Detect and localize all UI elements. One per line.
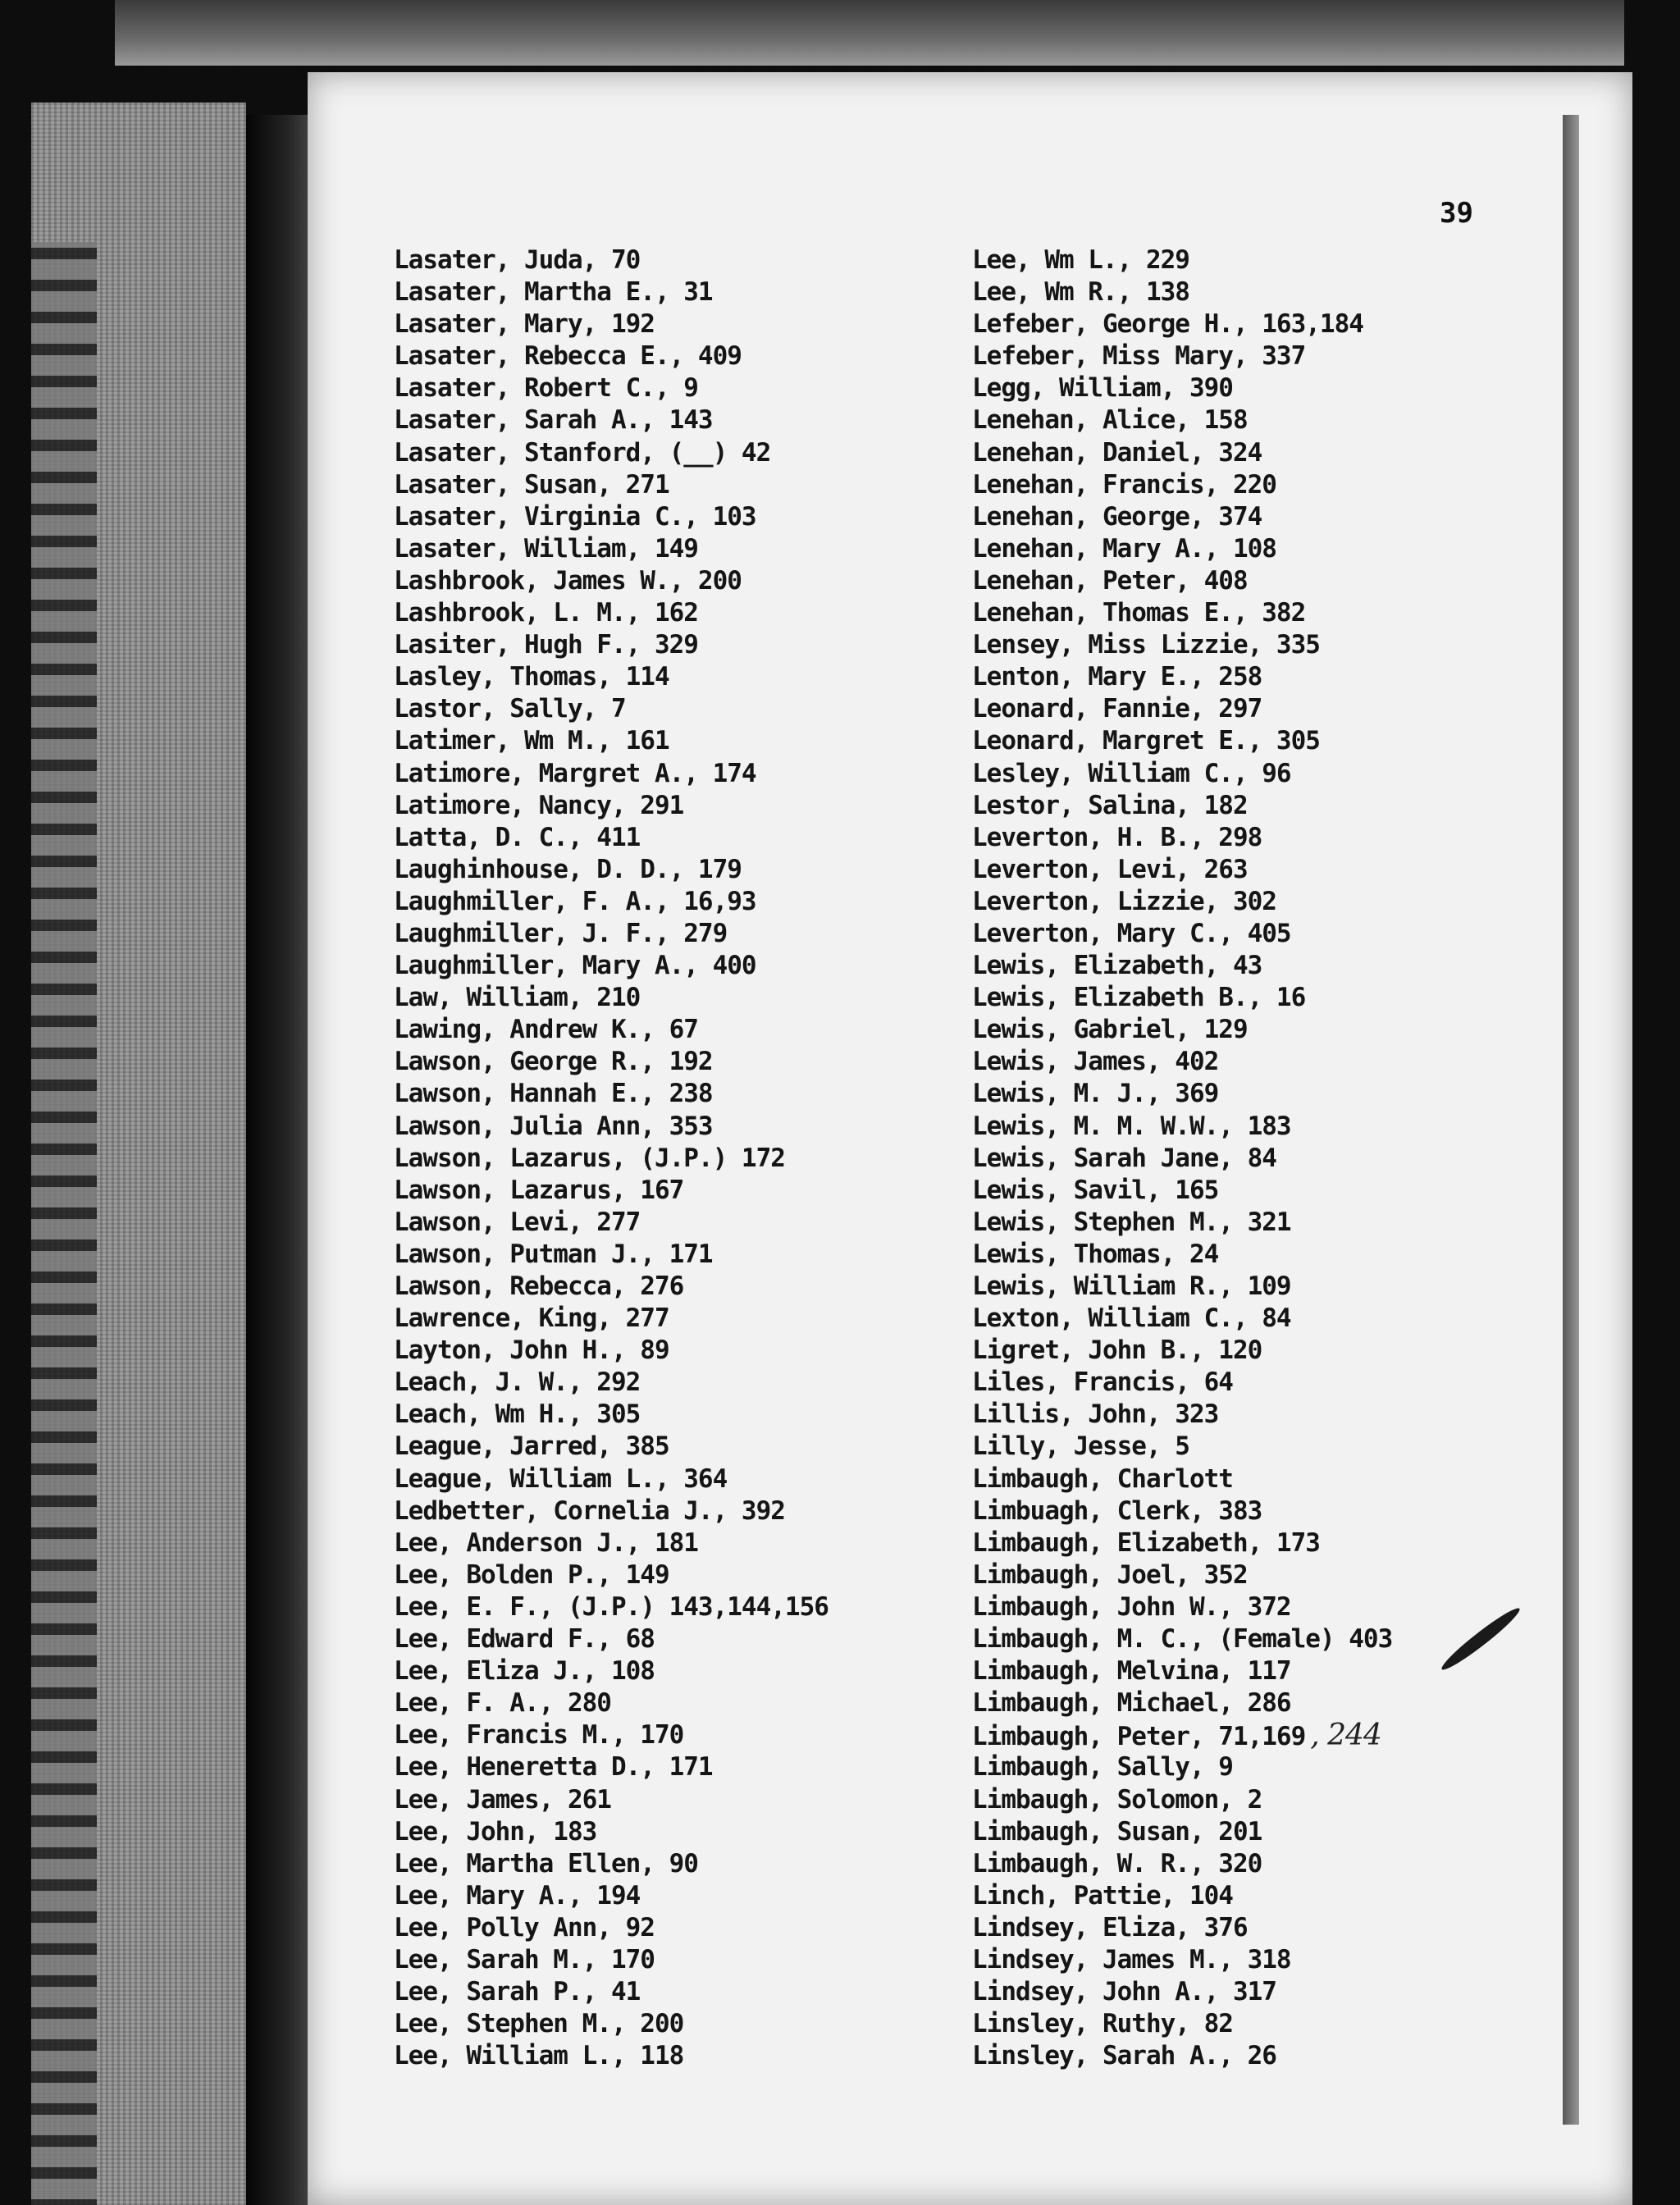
index-entry-text: Lee, John, 183 bbox=[394, 1816, 597, 1847]
index-entry bbox=[394, 918, 829, 950]
index-entry-text: Lefeber, Miss Mary, 337 bbox=[972, 341, 1306, 372]
index-entry bbox=[394, 565, 829, 597]
index-entry bbox=[394, 1944, 829, 1976]
index-entry bbox=[394, 1303, 829, 1335]
index-entry-text: Legg, William, 390 bbox=[972, 373, 1233, 404]
index-entry bbox=[394, 725, 829, 757]
index-entry-text: Lasater, Martha E., 31 bbox=[394, 277, 713, 308]
index-entry-text: Lasater, Susan, 271 bbox=[394, 469, 669, 500]
index-entry-text: Lawson, Lazarus, 167 bbox=[394, 1175, 684, 1205]
index-entry bbox=[394, 1976, 829, 2008]
index-entry bbox=[972, 886, 1392, 918]
index-entry bbox=[972, 2040, 1392, 2072]
index-entry-text: Lewis, William R., 109 bbox=[972, 1271, 1291, 1301]
index-entry bbox=[394, 1431, 829, 1463]
index-entry-text: Ligret, John B., 120 bbox=[972, 1335, 1262, 1366]
index-entry bbox=[394, 661, 829, 693]
index-entry-text: Lawson, Rebecca, 276 bbox=[394, 1271, 684, 1301]
index-entry-text: Lawson, Hannah E., 238 bbox=[394, 1079, 713, 1109]
index-entry bbox=[972, 1880, 1392, 1912]
index-entry-text: Limbaugh, Charlott bbox=[972, 1463, 1233, 1494]
page-edge bbox=[1563, 115, 1579, 2125]
index-entry bbox=[394, 501, 829, 533]
index-entry bbox=[394, 1046, 829, 1078]
index-entry bbox=[972, 1143, 1392, 1175]
index-entry bbox=[972, 533, 1392, 565]
facing-page-edge bbox=[31, 103, 246, 2205]
index-entry bbox=[394, 1751, 829, 1783]
index-entry bbox=[394, 469, 829, 501]
index-entry bbox=[972, 404, 1392, 436]
index-entry-text: Liles, Francis, 64 bbox=[972, 1367, 1233, 1398]
index-entry bbox=[394, 758, 829, 790]
index-entry bbox=[972, 982, 1392, 1014]
index-entry bbox=[394, 404, 829, 436]
index-entry-text: Leonard, Margret E., 305 bbox=[972, 726, 1320, 756]
index-entry-text: Lashbrook, L. M., 162 bbox=[394, 598, 698, 628]
index-entry bbox=[394, 1078, 829, 1110]
handwritten-annotation: , 244 bbox=[1310, 1719, 1381, 1753]
index-entry-text: Lee, Heneretta D., 171 bbox=[394, 1752, 713, 1783]
index-entry bbox=[972, 1335, 1392, 1367]
index-entry-text: Limbaugh, Michael, 286 bbox=[972, 1688, 1291, 1719]
index-entry-text: Leach, Wm H., 305 bbox=[394, 1399, 641, 1430]
index-entry bbox=[972, 244, 1392, 276]
index-entry bbox=[394, 1687, 829, 1719]
index-entry bbox=[394, 1816, 829, 1848]
index-entry bbox=[972, 1623, 1392, 1655]
index-entry bbox=[972, 1655, 1392, 1687]
index-entry-text: Linsley, Sarah A., 26 bbox=[972, 2041, 1276, 2071]
index-entry-text: Leonard, Fannie, 297 bbox=[972, 694, 1262, 724]
index-entry bbox=[394, 1367, 829, 1399]
index-entry-text: Lee, F. A., 280 bbox=[394, 1688, 611, 1719]
index-entry-text: Laughmiller, J. F., 279 bbox=[394, 918, 728, 948]
index-entry-text: Limbaugh, Susan, 201 bbox=[972, 1816, 1262, 1847]
index-entry-text: Lawing, Andrew K., 67 bbox=[394, 1015, 698, 1045]
index-entry-text: Lawson, Putman J., 171 bbox=[394, 1239, 713, 1269]
index-entry bbox=[972, 1399, 1392, 1431]
index-entry bbox=[394, 982, 829, 1014]
index-entry-text: Laughinhouse, D. D., 179 bbox=[394, 854, 742, 884]
index-entry-text: Lawrence, King, 277 bbox=[394, 1303, 669, 1334]
index-entry-text: Laughmiller, F. A., 16,93 bbox=[394, 886, 756, 916]
index-entry bbox=[394, 822, 829, 854]
index-entry bbox=[972, 372, 1392, 404]
index-entry bbox=[972, 1687, 1392, 1719]
index-entry-text: Lasater, Mary, 192 bbox=[394, 309, 655, 340]
index-entry-text: Lee, Francis M., 170 bbox=[394, 1720, 684, 1751]
index-entry bbox=[394, 1271, 829, 1303]
index-entry bbox=[394, 1719, 829, 1751]
index-entry bbox=[972, 1271, 1392, 1303]
page-number: 39 bbox=[1440, 197, 1473, 230]
index-entry bbox=[394, 533, 829, 565]
index-entry bbox=[394, 1527, 829, 1559]
index-entry bbox=[972, 790, 1392, 822]
index-entry bbox=[972, 822, 1392, 854]
index-entry bbox=[972, 1848, 1392, 1880]
index-entry bbox=[394, 437, 829, 469]
index-entry-text: Laughmiller, Mary A., 400 bbox=[394, 951, 756, 981]
index-entry bbox=[972, 1175, 1392, 1207]
index-entry-text: Lasater, Sarah A., 143 bbox=[394, 405, 713, 436]
index-entry-text: Lee, Anderson J., 181 bbox=[394, 1527, 698, 1558]
index-entry-text: Lenton, Mary E., 258 bbox=[972, 662, 1262, 692]
facing-page-text bbox=[31, 242, 97, 2205]
index-entry-text: Lindsey, Eliza, 376 bbox=[972, 1912, 1248, 1942]
index-entry bbox=[972, 1463, 1392, 1495]
index-entry-text: Lee, Edward F., 68 bbox=[394, 1624, 655, 1655]
index-entry bbox=[394, 1495, 829, 1527]
index-entry-text: Lasater, Robert C., 9 bbox=[394, 373, 698, 404]
scan-top-strip bbox=[115, 0, 1624, 66]
index-entry-text: Lenehan, Daniel, 324 bbox=[972, 437, 1262, 468]
index-entry-text: Limbaugh, Joel, 352 bbox=[972, 1559, 1248, 1590]
index-entry bbox=[394, 1207, 829, 1239]
index-entry bbox=[972, 308, 1392, 340]
index-entry-text: Lee, Sarah P., 41 bbox=[394, 1977, 641, 2007]
index-entry-text: Limbaugh, Sally, 9 bbox=[972, 1752, 1233, 1783]
index-entry bbox=[972, 725, 1392, 757]
index-entry-text: Lensey, Miss Lizzie, 335 bbox=[972, 630, 1320, 660]
index-entry bbox=[394, 1335, 829, 1367]
index-entry-text: Ledbetter, Cornelia J., 392 bbox=[394, 1495, 785, 1526]
index-entry-text: Latimer, Wm M., 161 bbox=[394, 726, 669, 756]
index-entry bbox=[972, 1367, 1392, 1399]
index-entry-text: Lenehan, George, 374 bbox=[972, 501, 1262, 532]
index-entry bbox=[972, 629, 1392, 661]
index-entry-text: Lee, Mary A., 194 bbox=[394, 1880, 641, 1911]
index-entry bbox=[394, 1848, 829, 1880]
index-entry-text: Lee, Wm L., 229 bbox=[972, 245, 1189, 275]
index-entry bbox=[972, 276, 1392, 308]
index-entry bbox=[394, 790, 829, 822]
index-entry-text: Lilly, Jesse, 5 bbox=[972, 1431, 1189, 1462]
index-entry bbox=[394, 1111, 829, 1143]
index-entry-text: Lewis, M. M. W.W., 183 bbox=[972, 1111, 1291, 1141]
index-entry bbox=[972, 597, 1392, 629]
index-entry bbox=[394, 1912, 829, 1944]
index-entry-text: Lesley, William C., 96 bbox=[972, 758, 1291, 788]
index-entry bbox=[394, 372, 829, 404]
index-entry bbox=[972, 918, 1392, 950]
index-entry bbox=[394, 1014, 829, 1046]
index-entry bbox=[394, 1591, 829, 1623]
index-entry bbox=[394, 1399, 829, 1431]
index-entry-text: Lewis, Sarah Jane, 84 bbox=[972, 1143, 1276, 1173]
index-entry-text: Lillis, John, 323 bbox=[972, 1399, 1219, 1430]
index-entry bbox=[394, 1143, 829, 1175]
index-entry-text: Lawson, George R., 192 bbox=[394, 1047, 713, 1077]
index-entry-text: Lasley, Thomas, 114 bbox=[394, 662, 669, 692]
index-entry bbox=[394, 244, 829, 276]
index-entry-text: Lefeber, George H., 163,184 bbox=[972, 309, 1363, 340]
index-entry bbox=[394, 1623, 829, 1655]
index-entry bbox=[972, 2008, 1392, 2040]
index-entry bbox=[972, 1559, 1392, 1591]
index-entry bbox=[972, 1591, 1392, 1623]
index-entry bbox=[972, 1431, 1392, 1463]
index-column-left bbox=[394, 244, 829, 2072]
index-entry bbox=[972, 1944, 1392, 1976]
index-entry bbox=[972, 501, 1392, 533]
index-entry-text: Lewis, Elizabeth, 43 bbox=[972, 951, 1262, 981]
index-entry bbox=[972, 661, 1392, 693]
index-entry-text: League, William L., 364 bbox=[394, 1463, 728, 1494]
index-entry-text: Lasater, William, 149 bbox=[394, 533, 698, 564]
index-entry-text: Lee, Bolden P., 149 bbox=[394, 1559, 669, 1590]
index-entry-text: Latta, D. C., 411 bbox=[394, 822, 641, 852]
index-entry bbox=[972, 950, 1392, 982]
index-entry bbox=[972, 340, 1392, 372]
index-entry-text: Lewis, Elizabeth B., 16 bbox=[972, 983, 1306, 1013]
index-entry bbox=[394, 1784, 829, 1816]
index-entry bbox=[394, 276, 829, 308]
index-entry bbox=[972, 469, 1392, 501]
index-entry-text: Limbaugh, Elizabeth, 173 bbox=[972, 1527, 1320, 1558]
index-entry-text: Lexton, William C., 84 bbox=[972, 1303, 1291, 1334]
index-entry bbox=[972, 1111, 1392, 1143]
index-entry bbox=[394, 308, 829, 340]
index-entry-text: Lawson, Julia Ann, 353 bbox=[394, 1111, 713, 1141]
index-entry bbox=[972, 565, 1392, 597]
index-entry-text: Leverton, H. B., 298 bbox=[972, 822, 1262, 852]
index-entry-text: Linsley, Ruthy, 82 bbox=[972, 2009, 1233, 2039]
index-entry-text: Limbaugh, Solomon, 2 bbox=[972, 1784, 1262, 1815]
index-entry-text: Lenehan, Francis, 220 bbox=[972, 469, 1276, 500]
index-entry bbox=[972, 1014, 1392, 1046]
index-entry-text: Lewis, Stephen M., 321 bbox=[972, 1207, 1291, 1237]
index-entry-text: Leverton, Mary C., 405 bbox=[972, 918, 1291, 948]
index-column-right bbox=[972, 244, 1392, 2072]
index-entry-text: Lasater, Rebecca E., 409 bbox=[394, 341, 742, 372]
index-entry-text: Limbaugh, M. C., (Female) 403 bbox=[972, 1624, 1393, 1655]
index-entry-text: Lashbrook, James W., 200 bbox=[394, 565, 742, 596]
index-entry bbox=[972, 1239, 1392, 1271]
index-entry bbox=[394, 1880, 829, 1912]
index-entry-text: Lee, Stephen M., 200 bbox=[394, 2009, 684, 2039]
index-entry bbox=[394, 597, 829, 629]
index-entry-text: Lasater, Virginia C., 103 bbox=[394, 501, 756, 532]
index-entry bbox=[394, 1559, 829, 1591]
index-entry bbox=[972, 1784, 1392, 1816]
index-entry-text: Latimore, Margret A., 174 bbox=[394, 758, 756, 788]
index-entry-text: Lee, James, 261 bbox=[394, 1784, 611, 1815]
index-entry-text: Lindsey, James M., 318 bbox=[972, 1944, 1291, 1974]
index-entry bbox=[972, 437, 1392, 469]
index-entry-text: Lenehan, Peter, 408 bbox=[972, 565, 1248, 596]
index-entry bbox=[972, 1912, 1392, 1944]
index-entry-text: Lewis, Savil, 165 bbox=[972, 1175, 1219, 1205]
index-entry bbox=[972, 1207, 1392, 1239]
index-entry-text: Lee, Martha Ellen, 90 bbox=[394, 1848, 698, 1879]
index-entry-text: Lee, Wm R., 138 bbox=[972, 277, 1189, 308]
index-entry-text: Lewis, Thomas, 24 bbox=[972, 1239, 1219, 1269]
index-entry bbox=[972, 1976, 1392, 2008]
index-entry-text: Lawson, Levi, 277 bbox=[394, 1207, 641, 1237]
index-entry-text: Lewis, M. J., 369 bbox=[972, 1079, 1219, 1109]
index-entry bbox=[394, 2008, 829, 2040]
index-entry bbox=[394, 950, 829, 982]
index-entry-text: Lee, Polly Ann, 92 bbox=[394, 1912, 655, 1942]
index-entry-text: Lenehan, Thomas E., 382 bbox=[972, 598, 1306, 628]
index-entry-text: League, Jarred, 385 bbox=[394, 1431, 669, 1462]
index-entry-text: Lenehan, Mary A., 108 bbox=[972, 533, 1276, 564]
index-entry bbox=[972, 854, 1392, 886]
index-entry-text: Lee, Eliza J., 108 bbox=[394, 1656, 655, 1687]
index-entry bbox=[972, 1719, 1392, 1751]
index-entry-text: Limbaugh, Peter, 71,169 bbox=[972, 1722, 1306, 1752]
index-entry bbox=[394, 1239, 829, 1271]
index-entry-text: Leach, J. W., 292 bbox=[394, 1367, 641, 1398]
index-entry bbox=[972, 1751, 1392, 1783]
index-entry bbox=[972, 1078, 1392, 1110]
index-entry bbox=[972, 1303, 1392, 1335]
index-entry-text: Lee, E. F., (J.P.) 143,144,156 bbox=[394, 1591, 829, 1622]
index-entry-text: Lee, Sarah M., 170 bbox=[394, 1944, 655, 1974]
index-entry bbox=[972, 693, 1392, 725]
index-entry-text: Lewis, James, 402 bbox=[972, 1047, 1219, 1077]
index-entry bbox=[394, 340, 829, 372]
index-entry bbox=[394, 1463, 829, 1495]
index-entry-text: Limbaugh, W. R., 320 bbox=[972, 1848, 1262, 1879]
index-entry-text: Law, William, 210 bbox=[394, 983, 641, 1013]
index-entry-text: Lenehan, Alice, 158 bbox=[972, 405, 1248, 436]
index-entry bbox=[972, 1495, 1392, 1527]
index-entry bbox=[972, 1527, 1392, 1559]
index-entry-text: Lewis, Gabriel, 129 bbox=[972, 1015, 1248, 1045]
index-entry bbox=[394, 629, 829, 661]
index-entry-text: Lindsey, John A., 317 bbox=[972, 1977, 1276, 2007]
index-entry bbox=[394, 854, 829, 886]
index-entry bbox=[394, 1175, 829, 1207]
index-entry-text: Lestor, Salina, 182 bbox=[972, 790, 1248, 820]
index-entry-text: Leverton, Levi, 263 bbox=[972, 854, 1248, 884]
index-entry bbox=[394, 1655, 829, 1687]
index-entry-text: Limbuagh, Clerk, 383 bbox=[972, 1495, 1262, 1526]
index-entry-text: Lasater, Stanford, (__) 42 bbox=[394, 437, 771, 468]
index-entry-text: Leverton, Lizzie, 302 bbox=[972, 886, 1276, 916]
index-entry bbox=[394, 693, 829, 725]
index-entry bbox=[972, 1046, 1392, 1078]
index-entry-text: Lasiter, Hugh F., 329 bbox=[394, 630, 698, 660]
book-spine bbox=[246, 115, 312, 2205]
index-entry bbox=[394, 886, 829, 918]
index-entry-text: Lasater, Juda, 70 bbox=[394, 245, 641, 275]
index-entry-text: Limbaugh, John W., 372 bbox=[972, 1591, 1291, 1622]
index-entry-text: Layton, John H., 89 bbox=[394, 1335, 669, 1366]
index-entry-text: Lee, William L., 118 bbox=[394, 2041, 684, 2071]
index-entry-text: Latimore, Nancy, 291 bbox=[394, 790, 684, 820]
index-entry bbox=[394, 2040, 829, 2072]
index-entry bbox=[972, 1816, 1392, 1848]
index-entry-text: Lastor, Sally, 7 bbox=[394, 694, 626, 724]
index-entry-text: Lawson, Lazarus, (J.P.) 172 bbox=[394, 1143, 785, 1173]
index-entry-text: Limbaugh, Melvina, 117 bbox=[972, 1656, 1291, 1687]
index-entry bbox=[972, 758, 1392, 790]
index-entry-text: Linch, Pattie, 104 bbox=[972, 1880, 1233, 1911]
